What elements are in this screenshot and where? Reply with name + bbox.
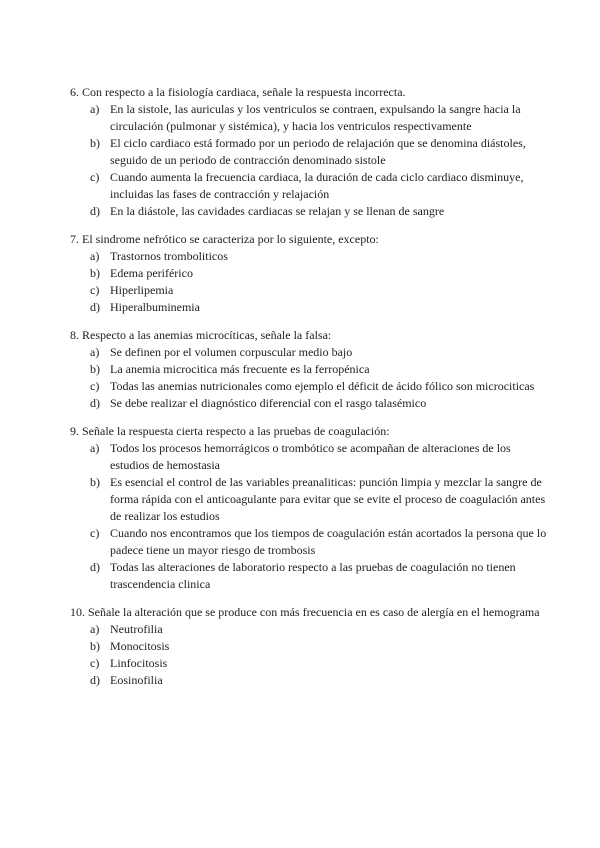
option-text: Monocitosis	[110, 639, 170, 653]
answer-options	[70, 248, 550, 316]
answer-options	[70, 440, 550, 593]
answer-option	[90, 621, 550, 638]
question-heading: 6. Con respecto a la fisiología cardiaca, señale la respuesta incorrecta.	[70, 85, 406, 99]
option-text: Neutrofilia	[110, 622, 163, 636]
option-text: Hiperlipemia	[110, 283, 174, 297]
question-block-8	[70, 327, 550, 412]
option-text: Edema periférico	[110, 266, 193, 280]
question-block-6	[70, 84, 550, 220]
option-text: En la sistole, las auriculas y los ventriculos se contraen, expulsando la sangre hacia la circulación (pulmonar y sistémica), y hacia los ventriculos respectivamente	[110, 102, 521, 133]
question-block-10	[70, 604, 550, 689]
option-text: El ciclo cardiaco está formado por un periodo de relajación que se denomina diástoles, seguido de un periodo de contracción denominado sistole	[110, 136, 526, 167]
option-letter: d)	[90, 560, 100, 574]
answer-option	[90, 440, 550, 474]
answer-option	[90, 299, 550, 316]
option-text: Todos los procesos hemorrágicos o trombótico se acompañan de alteraciones de los estudios de hemostasia	[110, 441, 511, 472]
answer-option	[90, 344, 550, 361]
answer-option	[90, 559, 550, 593]
answer-option	[90, 282, 550, 299]
option-text: Hiperalbuminemia	[110, 300, 200, 314]
option-letter: b)	[90, 639, 100, 653]
question-heading: 10. Señale la alteración que se produce con más frecuencia en es caso de alergía en el hemograma	[70, 605, 540, 619]
question-block-7	[70, 231, 550, 316]
option-letter: a)	[90, 249, 100, 263]
question-block-9	[70, 423, 550, 593]
answer-options	[70, 621, 550, 689]
option-letter: b)	[90, 475, 100, 489]
option-letter: a)	[90, 622, 100, 636]
option-letter: d)	[90, 673, 100, 687]
option-text: La anemia microcitica más frecuente es la ferropénica	[110, 362, 370, 376]
option-letter: a)	[90, 345, 100, 359]
option-text: Eosinofilia	[110, 673, 163, 687]
option-letter: b)	[90, 136, 100, 150]
option-letter: b)	[90, 362, 100, 376]
question-heading: 8. Respecto a las anemias microcíticas, señale la falsa:	[70, 328, 332, 342]
option-text: Todas las alteraciones de laboratorio respecto a las pruebas de coagulación no tienen trascendencia clinica	[110, 560, 516, 591]
answer-option	[90, 265, 550, 282]
answer-option	[90, 474, 550, 525]
answer-option	[90, 395, 550, 412]
answer-option	[90, 101, 550, 135]
option-letter: d)	[90, 300, 100, 314]
option-text: Cuando aumenta la frecuencia cardiaca, la duración de cada ciclo cardiaco disminuye, incluidas las fases de contracción y relajación	[110, 170, 524, 201]
answer-option	[90, 672, 550, 689]
option-text: Todas las anemias nutricionales como ejemplo el déficit de ácido fólico son microciticas	[110, 379, 535, 393]
option-letter: a)	[90, 102, 100, 116]
option-text: Linfocitosis	[110, 656, 168, 670]
answer-option	[90, 203, 550, 220]
option-letter: c)	[90, 170, 100, 184]
option-letter: d)	[90, 396, 100, 410]
option-letter: a)	[90, 441, 100, 455]
answer-option	[90, 135, 550, 169]
question-heading: 7. El sindrome nefrótico se caracteriza por lo siguiente, excepto:	[70, 232, 379, 246]
option-letter: c)	[90, 283, 100, 297]
answer-option	[90, 655, 550, 672]
option-letter: b)	[90, 266, 100, 280]
option-letter: c)	[90, 656, 100, 670]
answer-option	[90, 378, 550, 395]
answer-options	[70, 101, 550, 220]
answer-options	[70, 344, 550, 412]
option-letter: c)	[90, 526, 100, 540]
answer-option	[90, 361, 550, 378]
option-text: En la diástole, las cavidades cardiacas se relajan y se llenan de sangre	[110, 204, 445, 218]
answer-option	[90, 248, 550, 265]
option-text: Se definen por el volumen corpuscular medio bajo	[110, 345, 353, 359]
option-text: Cuando nos encontramos que los tiempos de coagulación están acortados la persona que lo padece tiene un mayor riesgo de trombosis	[110, 526, 547, 557]
option-letter: d)	[90, 204, 100, 218]
option-text: Es esencial el control de las variables preanaliticas: punción limpia y mezclar la sangre de forma rápida con el anticoagulante para evitar que se evite el proceso de coagulación antes de realizar los estudios	[110, 475, 546, 523]
question-heading: 9. Señale la respuesta cierta respecto a las pruebas de coagulación:	[70, 424, 390, 438]
answer-option	[90, 638, 550, 655]
option-text: Trastornos tromboliticos	[110, 249, 228, 263]
option-text: Se debe realizar el diagnóstico diferencial con el rasgo talasémico	[110, 396, 427, 410]
option-letter: c)	[90, 379, 100, 393]
answer-option	[90, 525, 550, 559]
answer-option	[90, 169, 550, 203]
